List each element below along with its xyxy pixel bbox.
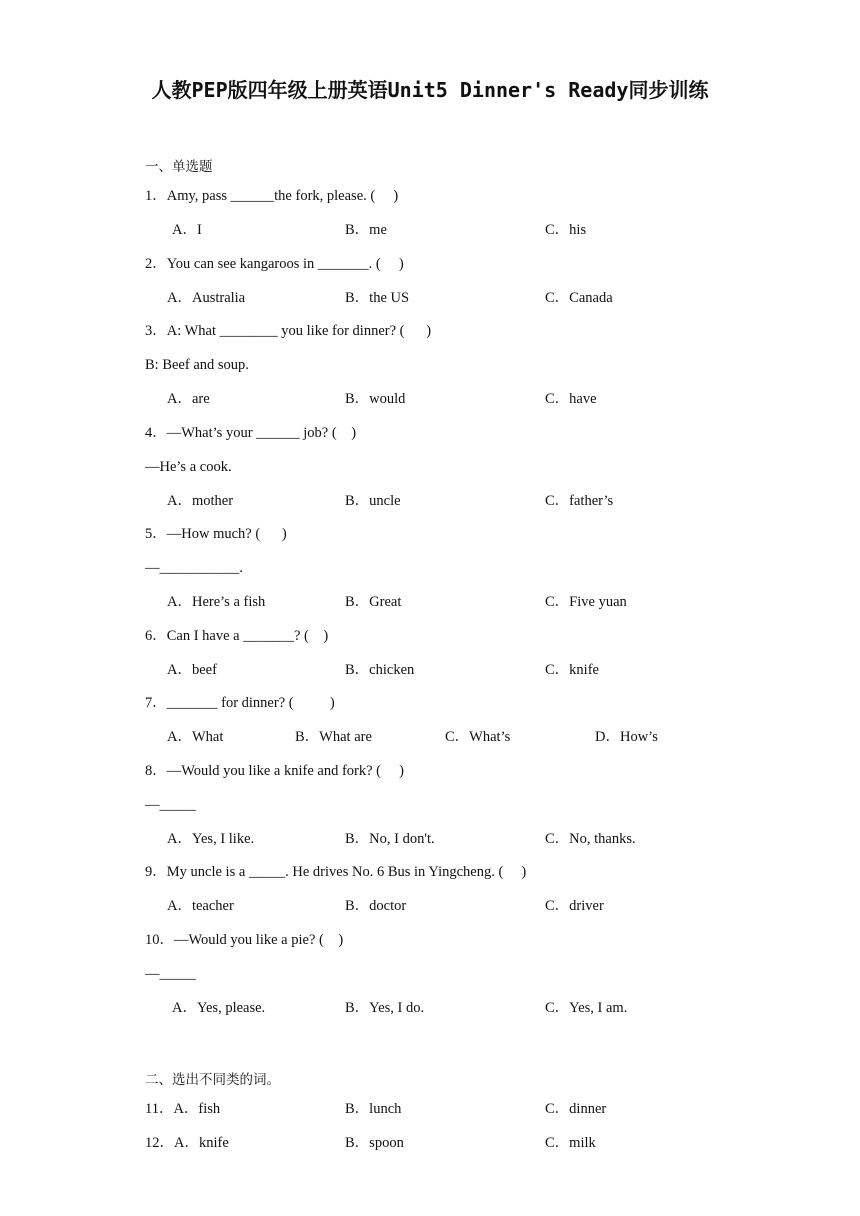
- question-7-option-d: D．How’s: [595, 729, 658, 745]
- question-4-line-2: —He’s a cook.: [145, 459, 232, 475]
- question-3-option-a: A．are: [167, 391, 210, 407]
- question-10-option-a: A．Yes, please.: [172, 1000, 266, 1016]
- question-6-option-c: C．knife: [545, 662, 599, 678]
- question-8-line-2: —_____: [145, 797, 196, 813]
- question-10-option-c: C．Yes, I am.: [545, 1000, 628, 1016]
- question-5-stem: 5．—How much? ( ): [145, 526, 287, 542]
- question-3-option-c: C．have: [545, 391, 597, 407]
- question-11-stem: 11．A．fish: [145, 1101, 221, 1117]
- question-5-line-2: —___________.: [145, 560, 243, 576]
- question-6-option-a: A．beef: [167, 662, 217, 678]
- question-2-option-c: C．Canada: [545, 290, 613, 306]
- question-12-option-b: B．spoon: [345, 1135, 404, 1151]
- question-8-option-b: B．No, I don't.: [345, 831, 435, 847]
- question-1-option-c: C．his: [545, 222, 587, 238]
- question-10-stem: 10．—Would you like a pie? ( ): [145, 932, 344, 948]
- question-2-option-b: B．the US: [345, 290, 410, 306]
- section-heading-single-choice: 一、单选题: [145, 159, 213, 175]
- question-11-option-b: B．lunch: [345, 1101, 402, 1117]
- question-3-stem: 3．A: What ________ you like for dinner? ( ): [145, 323, 432, 339]
- question-3-option-b: B．would: [345, 391, 406, 407]
- question-7-option-b: B．What are: [295, 729, 372, 745]
- question-6-stem: 6．Can I have a _______? ( ): [145, 628, 329, 644]
- question-7-option-c: C．What’s: [445, 729, 511, 745]
- question-1-option-b: B．me: [345, 222, 387, 238]
- question-3-line-2: B: Beef and soup.: [145, 357, 249, 373]
- section-heading-odd-one-out: 二、选出不同类的词。: [145, 1072, 280, 1088]
- question-9-option-b: B．doctor: [345, 898, 407, 914]
- question-8-option-a: A．Yes, I like.: [167, 831, 255, 847]
- question-5-option-c: C．Five yuan: [545, 594, 627, 610]
- question-4-stem: 4．—What’s your ______ job? ( ): [145, 425, 357, 441]
- question-12-stem: 12．A．knife: [145, 1135, 229, 1151]
- question-4-option-a: A．mother: [167, 493, 234, 509]
- question-9-option-c: C．driver: [545, 898, 604, 914]
- question-4-option-c: C．father’s: [545, 493, 614, 509]
- question-8-option-c: C．No, thanks.: [545, 831, 636, 847]
- question-7-stem: 7．_______ for dinner? ( ): [145, 695, 335, 711]
- page-title: 人教PEP版四年级上册英语Unit5 Dinner's Ready同步训练: [151, 78, 709, 102]
- question-10-line-2: —_____: [145, 966, 196, 982]
- question-2-stem: 2．You can see kangaroos in _______. ( ): [145, 256, 404, 272]
- question-10-option-b: B．Yes, I do.: [345, 1000, 425, 1016]
- question-5-option-a: A．Here’s a fish: [167, 594, 266, 610]
- question-7-option-a: A．What: [167, 729, 224, 745]
- question-4-option-b: B．uncle: [345, 493, 401, 509]
- question-6-option-b: B．chicken: [345, 662, 415, 678]
- question-2-option-a: A．Australia: [167, 290, 246, 306]
- question-9-option-a: A．teacher: [167, 898, 234, 914]
- question-5-option-b: B．Great: [345, 594, 402, 610]
- question-11-option-c: C．dinner: [545, 1101, 607, 1117]
- question-8-stem: 8．—Would you like a knife and fork? ( ): [145, 763, 404, 779]
- question-1-stem: 1．Amy, pass ______the fork, please. ( ): [145, 188, 399, 204]
- question-1-option-a: A．I: [172, 222, 202, 238]
- question-12-option-c: C．milk: [545, 1135, 596, 1151]
- question-9-stem: 9．My uncle is a _____. He drives No. 6 Bus in Yingcheng. ( ): [145, 864, 527, 880]
